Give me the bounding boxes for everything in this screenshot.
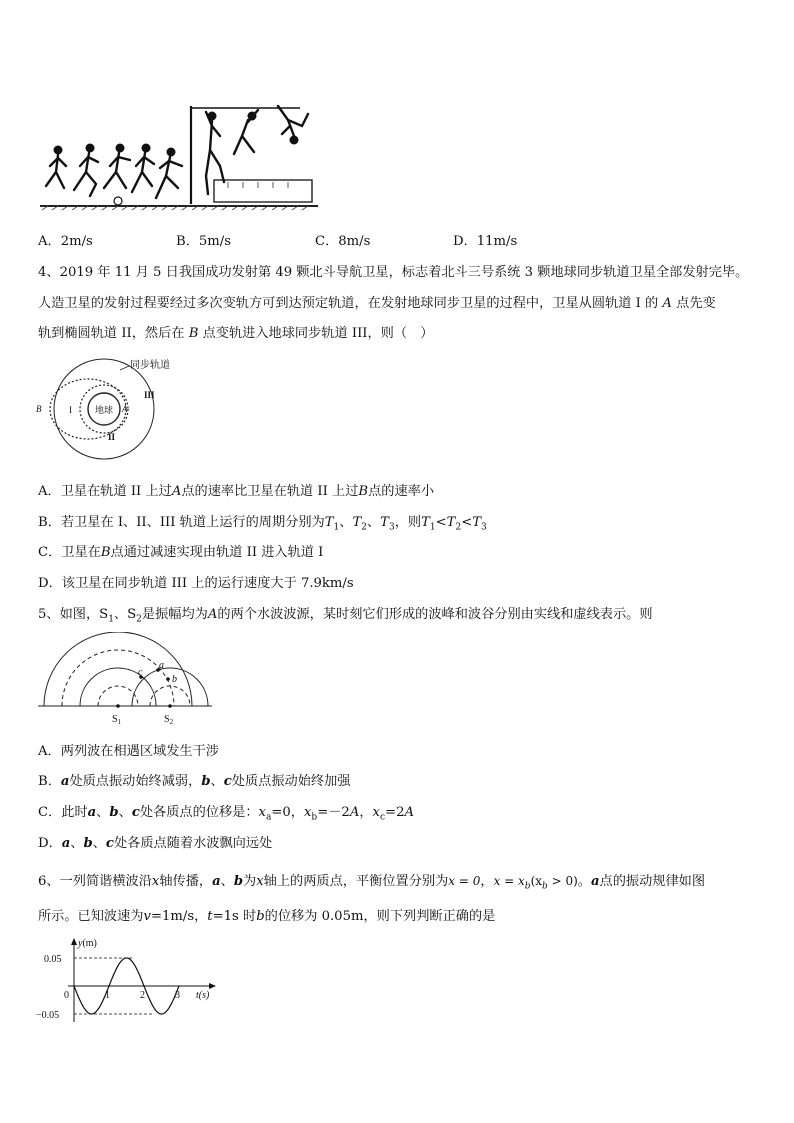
q6-stem-line1: 6、一列简谐横波沿x轴传播，a、b为x轴上的两质点，平衡位置分别为x = 0，$x = x_b(x_b > 0)$。a点的振动规律如图	[38, 874, 706, 892]
tick-1: 1	[105, 990, 110, 1001]
q3-option-c[interactable]: C．8m/s	[315, 234, 371, 249]
tick-3: 3	[175, 990, 180, 1001]
point-a-label: A	[122, 404, 128, 414]
orbit-ii-label: II	[108, 432, 116, 442]
orbit-figure	[34, 352, 184, 462]
origin-label: 0	[64, 990, 69, 1001]
point-c-label: c	[138, 667, 143, 678]
q6-number: 6、	[38, 874, 60, 889]
q4-number: 4、	[38, 265, 60, 280]
q5-option-d[interactable]: D．a、b、c处各质点随着水波飘向远处	[38, 836, 273, 851]
q5-option-b[interactable]: B．a处质点振动始终减弱，b、c处质点振动始终加强	[38, 774, 351, 789]
q4-stem-line3: 轨到椭圆轨道 II，然后在 B 点变轨进入地球同步轨道 III，则（ ）	[38, 326, 434, 341]
q4-option-c[interactable]: C．卫星在B点通过减速实现由轨道 II 进入轨道 I	[38, 545, 324, 560]
q4-option-b[interactable]: B．若卫星在 I、II、III 轨道上运行的周期分别为$T_1$、$T_2$、$T_3$，则$T_1<T_2<T_3$	[38, 515, 487, 533]
y-axis-label: y(m)	[78, 938, 97, 949]
q3-option-d[interactable]: D．11m/s	[453, 234, 518, 249]
point-b-label: b	[172, 674, 177, 685]
vibration-graph	[34, 936, 224, 1026]
s1-label: $S_1$	[112, 714, 122, 726]
q5-option-c[interactable]: C．此时a、b、c处各质点的位移是：$x_a=0$，$x_b=-2A$，$x_c=2A$	[38, 805, 415, 823]
q3-option-a[interactable]: A．2m/s	[38, 234, 93, 249]
y-max-label: 0.05	[44, 954, 62, 965]
s2-label: $S_2$	[164, 714, 174, 726]
q4-option-a[interactable]: A．卫星在轨道 II 上过A点的速率比卫星在轨道 II 上过B点的速率小	[38, 484, 435, 499]
q5-option-a[interactable]: A．两列波在相遇区域发生干涉	[38, 744, 219, 759]
y-min-label: −0.05	[36, 1010, 60, 1021]
point-b-label: B	[36, 404, 42, 414]
q4-option-d[interactable]: D．该卫星在同步轨道 III 上的运行速度大于 7.9km/s	[38, 576, 354, 591]
q4-stem-line2: 人造卫星的发射过程要经过多次变轨方可到达预定轨道，在发射地球同步卫星的过程中，卫星从圆轨道 I 的 A 点先变	[38, 296, 716, 311]
sync-orbit-label: 同步轨道	[130, 360, 170, 371]
q6-stem-line2: 所示。已知波速为v=1m/s，t=1s 时b的位移为 0.05m，则下列判断正确的是	[38, 909, 496, 924]
water-wave-figure	[36, 632, 214, 728]
orbit-iii-label: III	[144, 390, 155, 400]
high-jump-figure	[38, 96, 320, 214]
q3-option-b[interactable]: B．5m/s	[176, 234, 231, 249]
q4-stem-line1: 4、2019 年 11 月 5 日我国成功发射第 49 颗北斗导航卫星，标志着北斗三号系统 3 颗地球同步轨道卫星全部发射完毕。	[38, 265, 749, 280]
orbit-i-label: I	[69, 405, 72, 415]
earth-label: 地球	[95, 405, 114, 415]
q5-stem: 5、如图，$S_1$、$S_2$是振幅均为A的两个水波波源，某时刻它们形成的波峰和波谷分别由实线和虚线表示。则	[38, 607, 653, 625]
point-a-label: a	[159, 660, 164, 671]
x-axis-label: t(s)	[196, 990, 210, 1001]
tick-2: 2	[140, 990, 145, 1001]
q5-number: 5、	[38, 607, 60, 622]
